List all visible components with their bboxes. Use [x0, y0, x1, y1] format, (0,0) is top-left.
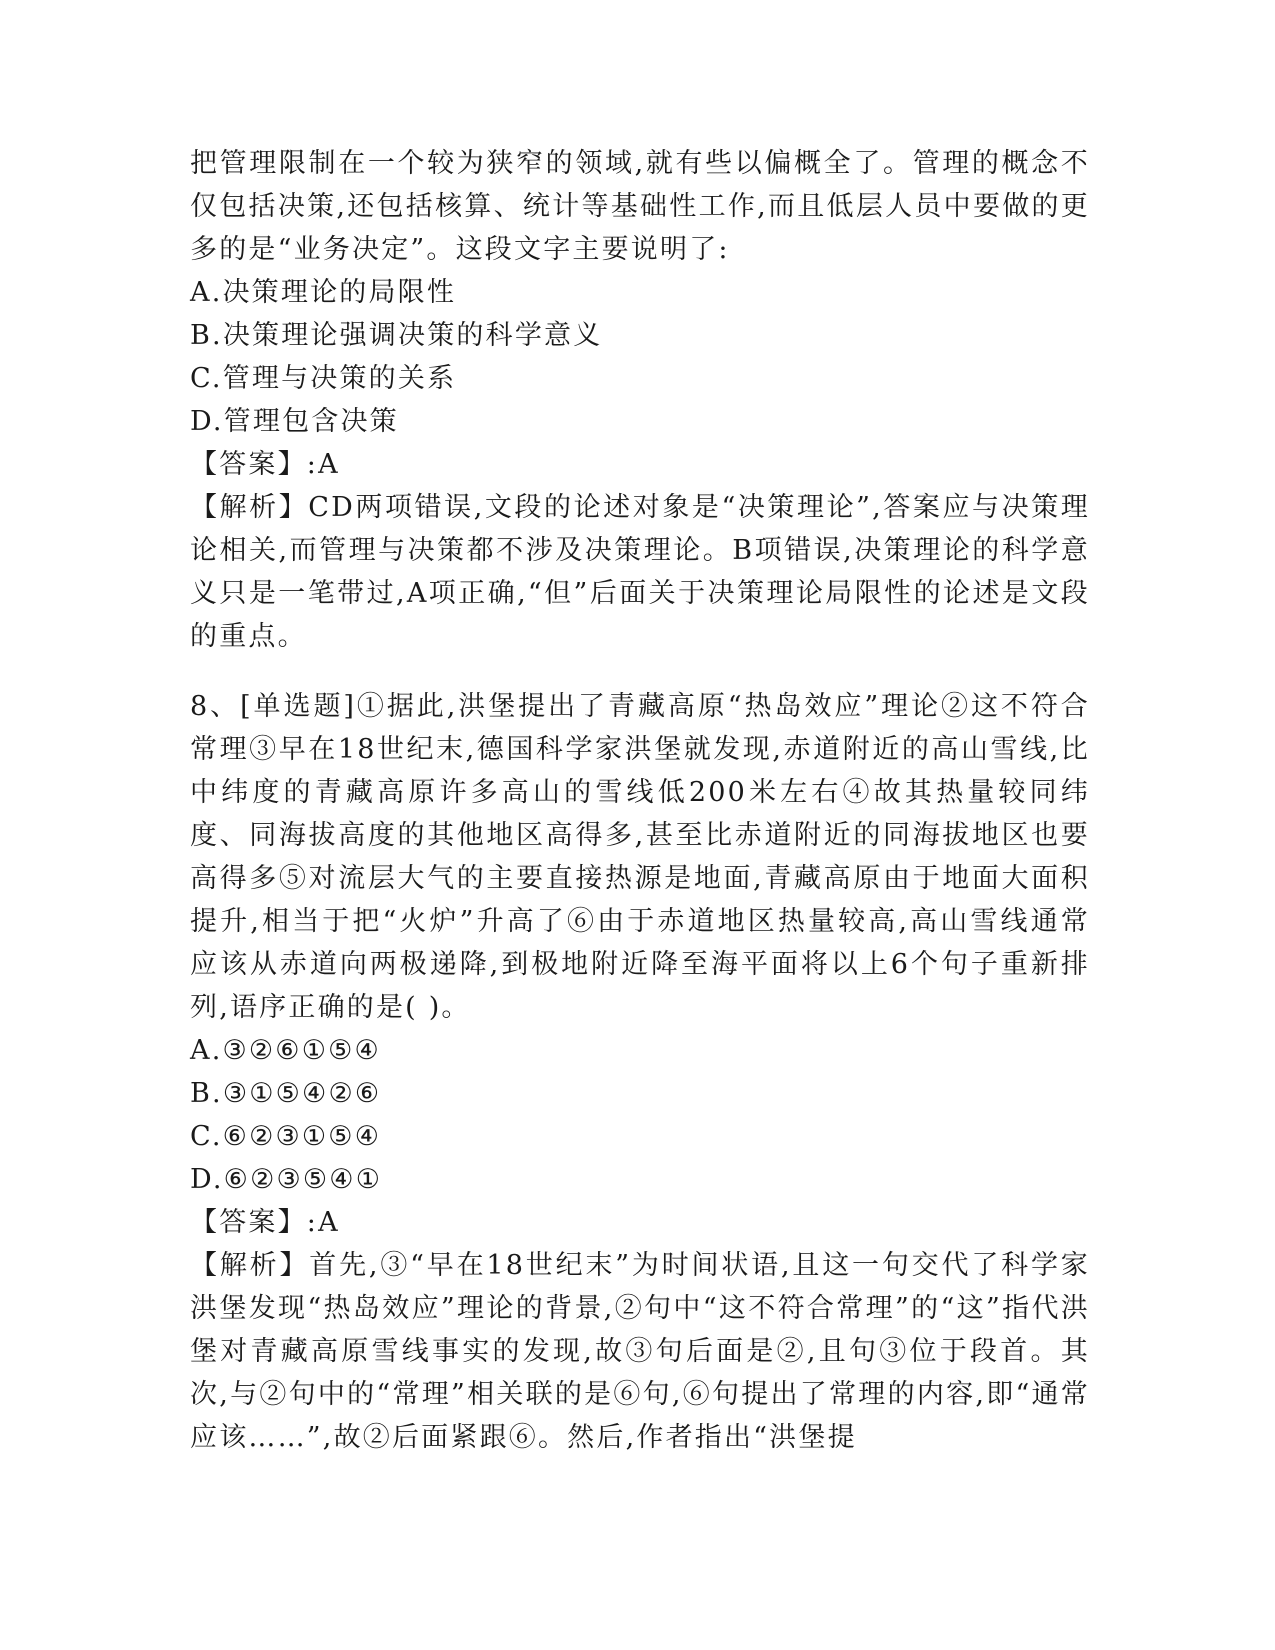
question-8-option-d: D.⑥②③⑤④①: [190, 1164, 383, 1195]
question-8-stem: 8、[单选题]①据此,洪堡提出了青藏高原“热岛效应”理论②这不符合常理③早在18世纪末,德国科学家洪堡就发现,赤道附近的高山雪线,比中纬度的青藏高原许多高山的雪线低200米左右④故其热量较同纬度、同海拔高度的其他地区高得多,甚至比赤道附近的同海拔地区也要高得多⑤对流层大气的主要直接热源是地面,青藏高原由于地面大面积提升,相当于把“火炉”升高了⑥由于赤道地区热量较高,高山雪线通常应该从赤道向两极递降,到极地附近降至海平面将以上6个句子重新排列,语序正确的是( )。: [190, 691, 1090, 1023]
question-7-analysis: 【解析】CD两项错误,文段的论述对象是“决策理论”,答案应与决策理论相关,而管理与决策都不涉及决策理论。B项错误,决策理论的科学意义只是一笔带过,A项正确,“但”后面关于决策理论局限性的论述是文段的重点。: [190, 492, 1090, 652]
question-7-option-d: D.管理包含决策: [190, 406, 399, 437]
question-7-option-a: A.决策理论的局限性: [190, 277, 457, 308]
question-separator: [190, 658, 1090, 685]
question-7-option-b: B.决策理论强调决策的科学意义: [190, 320, 603, 351]
question-8-option-c: C.⑥②③①⑤④: [190, 1121, 382, 1152]
question-8-option-a: A.③②⑥①⑤④: [190, 1035, 381, 1066]
question-8-option-b: B.③①⑤④②⑥: [190, 1078, 382, 1109]
document-page: [190, 142, 1090, 1459]
question-7-option-c: C.管理与决策的关系: [190, 363, 457, 394]
question-8-analysis: 【解析】首先,③“早在18世纪末”为时间状语,且这一句交代了科学家洪堡发现“热岛效应”理论的背景,②句中“这不符合常理”的“这”指代洪堡对青藏高原雪线事实的发现,故③句后面是②,且句③位于段首。其次,与②句中的“常理”相关联的是⑥句,⑥句提出了常理的内容,即“通常应该……”,故②后面紧跟⑥。然后,作者指出“洪堡提: [190, 1250, 1090, 1453]
question-8-answer: 【答案】:A: [190, 1207, 340, 1238]
question-7-stem: 把管理限制在一个较为狭窄的领域,就有些以偏概全了。管理的概念不仅包括决策,还包括核算、统计等基础性工作,而且低层人员中要做的更多的是“业务决定”。这段文字主要说明了:: [190, 148, 1090, 265]
question-7-answer: 【答案】:A: [190, 449, 340, 480]
